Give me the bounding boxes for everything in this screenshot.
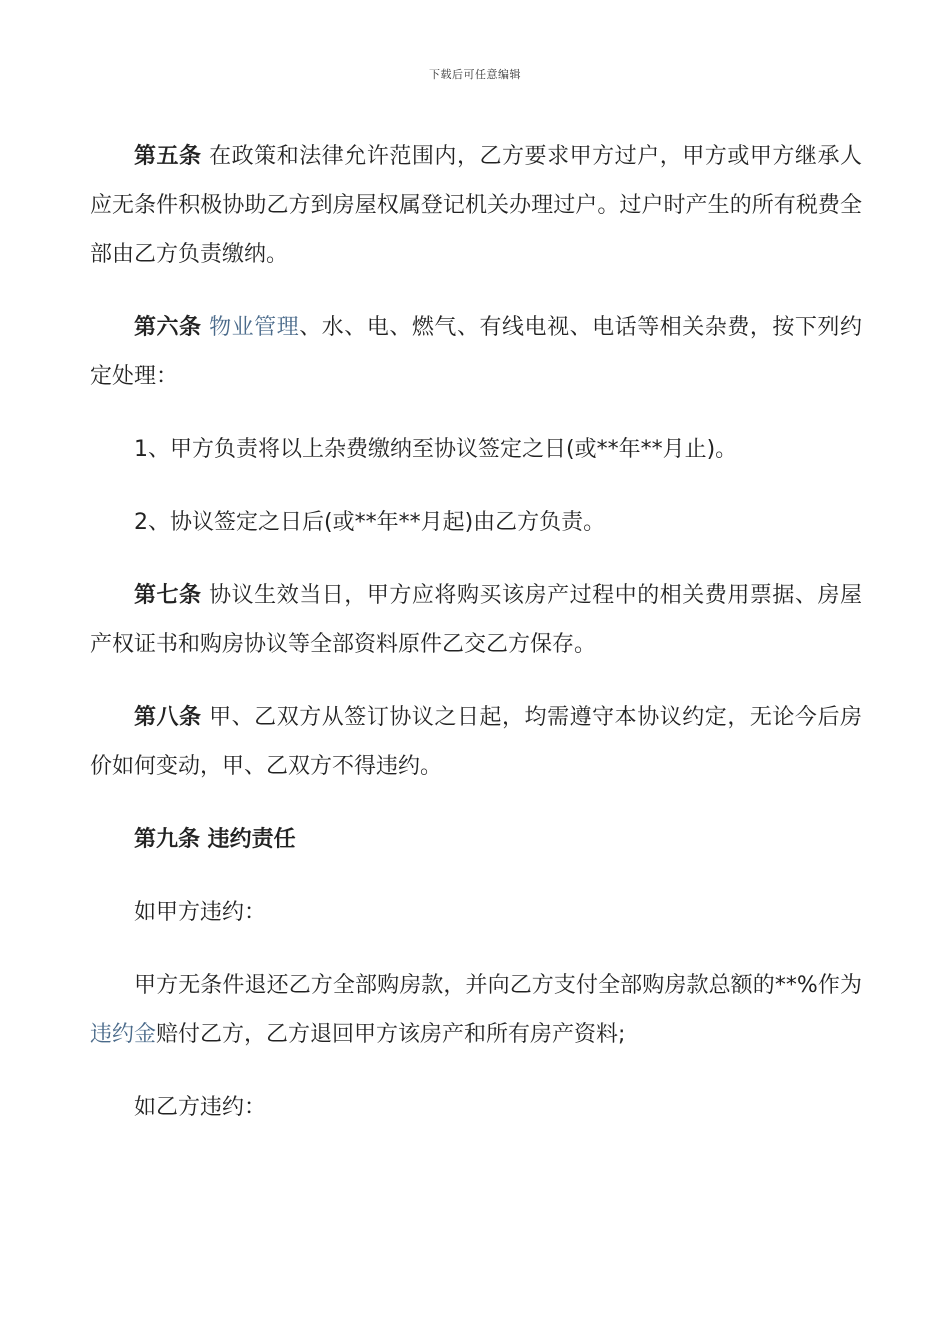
article-5-label: 第五条 xyxy=(134,144,202,169)
article-7-text: 协议生效当日，甲方应将购买该房产过程中的相关费用票据、房屋产权证书和购房协议等全部资料原件乙交乙方保存。 xyxy=(90,583,862,657)
article-6-label: 第六条 xyxy=(134,315,202,340)
article-9-label: 第九条 违约责任 xyxy=(134,827,296,852)
article-8-label: 第八条 xyxy=(134,705,202,730)
article-6-item-1: 1、甲方负责将以上杂费缴纳至协议签定之日(或**年**月止)。 xyxy=(134,437,738,462)
article-7-label: 第七条 xyxy=(134,583,202,608)
penalty-link[interactable]: 违约金 xyxy=(90,1022,157,1047)
article-6-text: 、水、电、燃气、有线电视、电话等相关杂费，按下列约定处理： xyxy=(90,315,862,389)
document-body xyxy=(90,132,862,1156)
article-8 xyxy=(90,693,862,791)
article-6 xyxy=(90,303,862,401)
breach-party-a xyxy=(90,961,862,1059)
breach-party-a-title: 如甲方违约： xyxy=(134,900,267,925)
article-5 xyxy=(90,132,862,279)
breach-party-a-post: 赔付乙方，乙方退回甲方该房产和所有房产资料; xyxy=(156,1022,626,1047)
article-9 xyxy=(90,815,862,864)
article-5-text: 在政策和法律允许范围内，乙方要求甲方过户，甲方或甲方继承人应无条件积极协助乙方到房屋权属登记机关办理过户。过户时产生的所有税费全部由乙方负责缴纳。 xyxy=(90,144,862,267)
property-management-link[interactable]: 物业管理 xyxy=(209,315,300,340)
article-6-item-2: 2、协议签定之日后(或**年**月起)由乙方负责。 xyxy=(134,510,606,535)
breach-party-b-title: 如乙方违约： xyxy=(134,1095,267,1120)
breach-party-a-pre: 甲方无条件退还乙方全部购房款，并向乙方支付全部购房款总额的**%作为 xyxy=(134,973,862,998)
article-8-text: 甲、乙双方从签订协议之日起，均需遵守本协议约定，无论今后房价如何变动，甲、乙双方不得违约。 xyxy=(90,705,862,779)
header-note: 下载后可任意编辑 xyxy=(429,68,521,81)
article-7 xyxy=(90,571,862,669)
